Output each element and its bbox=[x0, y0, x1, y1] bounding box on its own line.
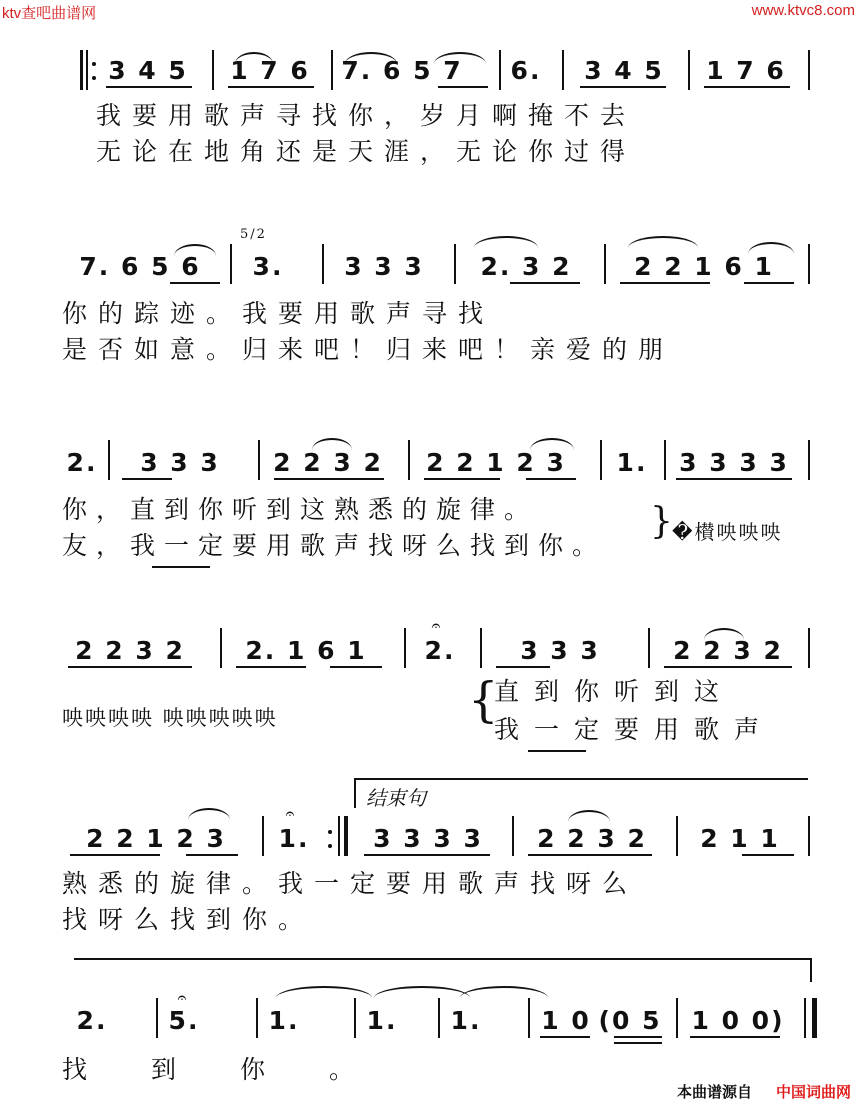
beam bbox=[614, 1036, 662, 1038]
ending-line bbox=[810, 958, 812, 982]
barline bbox=[230, 244, 232, 284]
barline bbox=[808, 244, 810, 284]
measure-notes: 2. bbox=[76, 1006, 108, 1035]
measure-notes: 2. 3 2 bbox=[480, 252, 572, 281]
slur bbox=[235, 52, 273, 64]
beam bbox=[528, 854, 652, 856]
beam bbox=[620, 282, 710, 284]
measure-notes: 7. 6 5 6 bbox=[79, 252, 201, 281]
beam bbox=[438, 86, 488, 88]
measure-notes: 2 2 3 2 bbox=[673, 636, 783, 665]
beam bbox=[540, 1036, 590, 1038]
slur bbox=[704, 628, 744, 640]
lyric-line-1: 直到你听到这 bbox=[494, 677, 735, 706]
side-lyric: �櫕咉咉咉 bbox=[672, 520, 783, 544]
score-system-1 bbox=[0, 40, 859, 200]
barline bbox=[156, 998, 158, 1038]
measure-notes: 1 7 6 bbox=[706, 56, 786, 85]
measure-notes: 1. bbox=[366, 1006, 398, 1035]
beam bbox=[364, 854, 490, 856]
footer-brand[interactable]: 中国词曲网 bbox=[775, 1083, 851, 1101]
score-system-4 bbox=[0, 612, 859, 772]
measure-notes: 2. bbox=[66, 448, 98, 477]
measure-notes: 1 0 bbox=[541, 1006, 591, 1035]
brace: { bbox=[468, 672, 499, 728]
barline bbox=[212, 50, 214, 90]
tie bbox=[460, 986, 548, 998]
measure-notes: 2. bbox=[424, 636, 456, 665]
barline bbox=[808, 628, 810, 668]
barline bbox=[676, 998, 678, 1038]
measure-notes: 3. bbox=[252, 252, 284, 281]
measure-notes: 6. bbox=[510, 56, 542, 85]
slur bbox=[312, 438, 352, 450]
site-header-url[interactable]: www.ktvc8.com bbox=[751, 2, 855, 19]
measure-notes: 2 2 3 2 bbox=[537, 824, 647, 853]
lyric-line-1: 你，直到你听到这熟悉的旋律。 bbox=[62, 495, 539, 524]
measure-notes: 1. bbox=[278, 824, 310, 853]
barline bbox=[331, 50, 333, 90]
brace: } bbox=[650, 501, 673, 542]
barline bbox=[220, 628, 222, 668]
ending-line bbox=[74, 958, 812, 960]
barline bbox=[676, 816, 678, 856]
slur bbox=[628, 236, 698, 248]
barline bbox=[262, 816, 264, 856]
lyric-line-2: 无论在地角还是天涯，无论你过得 bbox=[96, 137, 637, 166]
repeat-dot bbox=[328, 844, 332, 848]
lyric-line-1: 你的踪迹。我要用歌声寻找 bbox=[62, 299, 495, 328]
lyric-line-2: 找呀么找到你。 bbox=[62, 905, 315, 934]
beam bbox=[274, 478, 384, 480]
beam bbox=[106, 86, 192, 88]
barline bbox=[562, 50, 564, 90]
fermata: 𝄐 bbox=[285, 804, 295, 823]
barline bbox=[438, 998, 440, 1038]
repeat-start-barline bbox=[80, 50, 83, 90]
beam bbox=[580, 86, 666, 88]
score-system-3 bbox=[0, 420, 859, 580]
barline bbox=[604, 244, 606, 284]
beam bbox=[704, 86, 790, 88]
measure-notes: (0 5 bbox=[598, 1006, 662, 1035]
slur bbox=[474, 236, 538, 248]
measure-notes: 2 2 1 2 3 bbox=[426, 448, 566, 477]
repeat-dot bbox=[92, 76, 96, 80]
barline bbox=[480, 628, 482, 668]
slur bbox=[188, 808, 230, 820]
tie bbox=[374, 986, 470, 998]
measure-notes: 2 2 3 2 bbox=[75, 636, 185, 665]
measure-notes: 7. 6 5 7 bbox=[341, 56, 463, 85]
repeat-end-barline bbox=[344, 816, 348, 856]
beam bbox=[186, 854, 238, 856]
beam bbox=[70, 854, 160, 856]
beam bbox=[676, 478, 792, 480]
lyric-underline bbox=[528, 750, 586, 752]
beam bbox=[228, 86, 314, 88]
beam bbox=[510, 282, 580, 284]
barline bbox=[648, 628, 650, 668]
barline bbox=[528, 998, 530, 1038]
measure-notes: 5. bbox=[168, 1006, 200, 1035]
lyric-line-1: 我要用歌声寻找你，岁月啊掩不去 bbox=[96, 101, 637, 130]
lyric-line-2: 我一定要用歌声 bbox=[494, 715, 775, 744]
barline bbox=[338, 816, 340, 856]
beam bbox=[742, 854, 794, 856]
measure-notes: 3 3 3 3 bbox=[373, 824, 483, 853]
measure-notes: 1. bbox=[450, 1006, 482, 1035]
measure-notes: 3 3 3 3 bbox=[679, 448, 789, 477]
barline bbox=[108, 440, 110, 480]
slur bbox=[530, 438, 574, 450]
beam bbox=[68, 666, 192, 668]
measure-notes: 3 3 3 bbox=[140, 448, 220, 477]
score-system-2 bbox=[0, 222, 859, 382]
repeat-dot bbox=[92, 62, 96, 66]
barline bbox=[808, 816, 810, 856]
barline bbox=[808, 50, 810, 90]
beam bbox=[330, 666, 382, 668]
barline bbox=[354, 998, 356, 1038]
final-barline-thin bbox=[804, 998, 806, 1038]
barline bbox=[499, 50, 501, 90]
ending-label: 结束句 bbox=[366, 786, 426, 810]
fermata: 𝄐 bbox=[177, 988, 187, 1007]
barline bbox=[600, 440, 602, 480]
score-system-5 bbox=[0, 778, 859, 938]
measure-notes: 1. bbox=[616, 448, 648, 477]
ending-bracket bbox=[354, 778, 356, 808]
measure-notes: 3 4 5 bbox=[108, 56, 188, 85]
tempo-marker: 5/2 bbox=[240, 227, 267, 242]
footer-source: 本曲谱源自 bbox=[676, 1083, 752, 1101]
slur bbox=[345, 52, 397, 64]
barline bbox=[258, 440, 260, 480]
measure-notes: 2 2 3 2 bbox=[273, 448, 383, 477]
barline bbox=[512, 816, 514, 856]
barline bbox=[404, 628, 406, 668]
beam bbox=[170, 282, 220, 284]
measure-notes: 3 3 3 bbox=[344, 252, 424, 281]
barline bbox=[664, 440, 666, 480]
measure-notes: 1. bbox=[268, 1006, 300, 1035]
tie bbox=[276, 986, 372, 998]
slur bbox=[174, 244, 216, 256]
measure-notes: 2 2 1 6 1 bbox=[634, 252, 774, 281]
beam bbox=[424, 478, 500, 480]
beam bbox=[122, 478, 172, 480]
lyric-line-2: 友，我一定要用歌声找呀么找到你。 bbox=[62, 531, 607, 560]
measure-notes: 3 4 5 bbox=[584, 56, 664, 85]
measure-notes: 3 3 3 bbox=[520, 636, 600, 665]
beam bbox=[614, 1042, 662, 1044]
beam bbox=[744, 282, 794, 284]
lyric-line-1: 熟悉的旋律。我一定要用歌声找呀么 bbox=[62, 869, 639, 898]
slur bbox=[748, 242, 794, 254]
slur bbox=[434, 52, 486, 64]
ending-bracket bbox=[354, 778, 808, 780]
beam bbox=[236, 666, 306, 668]
beam bbox=[496, 666, 550, 668]
measure-notes: 1 0 0) bbox=[691, 1006, 785, 1035]
measure-notes: 1 7 6 bbox=[230, 56, 310, 85]
footer-credit bbox=[677, 1081, 851, 1102]
barline bbox=[454, 244, 456, 284]
barline bbox=[688, 50, 690, 90]
slur bbox=[568, 810, 610, 822]
measure-notes: 2. 1 6 1 bbox=[245, 636, 367, 665]
beam bbox=[690, 1036, 780, 1038]
repeat-dot bbox=[328, 830, 332, 834]
barline bbox=[322, 244, 324, 284]
barline bbox=[808, 440, 810, 480]
beam bbox=[526, 478, 576, 480]
lyric-line-1: 找到你。 bbox=[62, 1055, 419, 1084]
lyric-underline bbox=[152, 566, 210, 568]
barline bbox=[408, 440, 410, 480]
fermata: 𝄐 bbox=[431, 616, 441, 635]
barline bbox=[86, 50, 88, 90]
lyric-line-2: 是否如意。归来吧！归来吧！亲爱的朋 bbox=[62, 335, 675, 364]
measure-notes: 2 1 1 bbox=[700, 824, 780, 853]
beam bbox=[664, 666, 792, 668]
barline bbox=[256, 998, 258, 1038]
final-barline-thick bbox=[812, 998, 817, 1038]
measure-notes: 2 2 1 2 3 bbox=[86, 824, 226, 853]
site-header-left[interactable]: ktv查吧曲谱网 bbox=[2, 5, 97, 22]
side-lyric: 咉咉咉咉 咉咉咉咉咉 bbox=[62, 706, 278, 730]
